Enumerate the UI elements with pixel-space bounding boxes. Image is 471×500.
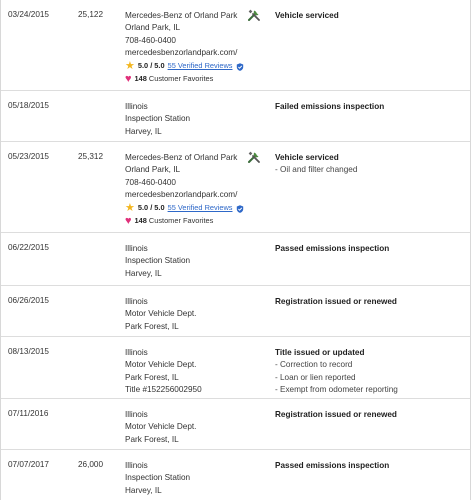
record-comments — [275, 460, 389, 472]
event-title: Registration issued or renewed — [275, 297, 397, 306]
record-mileage: 25,312 — [78, 152, 104, 161]
history-row — [1, 337, 470, 399]
record-date: 08/13/2015 — [8, 347, 49, 356]
source-state: Illinois — [125, 244, 148, 253]
dealer-phone: 708-460-0400 — [125, 35, 176, 45]
event-detail: - Exempt from odometer reporting — [275, 385, 398, 395]
source-state: Illinois — [125, 461, 148, 470]
history-row — [1, 399, 470, 450]
dealer-website: mercedesbenzorlandpark.com/ — [125, 190, 238, 200]
dealer-city: Orland Park, IL — [125, 23, 181, 33]
record-source — [125, 347, 202, 397]
record-date: 03/24/2015 — [8, 10, 49, 19]
record-comments — [275, 347, 398, 397]
source-city: Park Forest, IL — [125, 434, 179, 444]
customer-favorites — [125, 216, 244, 228]
record-source — [125, 152, 244, 228]
event-title: Passed emissions inspection — [275, 244, 390, 253]
rating-value: 5.0 / 5.0 — [137, 203, 165, 213]
heart-icon: ♥ — [125, 215, 132, 228]
title-number: Title #152256002950 — [125, 385, 202, 395]
record-comments — [275, 243, 389, 255]
record-source — [125, 296, 196, 333]
favorites-count: 148 — [134, 216, 147, 226]
dealer-rating — [125, 203, 244, 215]
source-agency: Inspection Station — [125, 256, 191, 266]
source-city: Harvey, IL — [125, 485, 162, 495]
star-icon: ★ — [125, 202, 135, 215]
source-state: Illinois — [125, 297, 148, 306]
record-comments — [275, 10, 339, 22]
tools-icon — [247, 150, 261, 164]
dealer-name: Mercedes-Benz of Orland Park — [125, 153, 238, 162]
record-comments — [275, 409, 397, 421]
verified-reviews-link[interactable]: 55 Verified Reviews — [167, 61, 233, 71]
record-comments — [275, 152, 357, 177]
record-date: 06/26/2015 — [8, 296, 49, 305]
customer-favorites — [125, 74, 244, 86]
favorites-label: Customer Favorites — [148, 216, 214, 226]
event-title: Vehicle serviced — [275, 11, 339, 20]
record-mileage: 26,000 — [78, 460, 104, 469]
event-title: Failed emissions inspection — [275, 102, 385, 111]
source-agency: Motor Vehicle Dept. — [125, 422, 197, 432]
verified-badge-icon — [236, 205, 244, 213]
history-row — [1, 450, 470, 500]
tools-icon — [247, 8, 261, 22]
record-comments — [275, 296, 397, 308]
dealer-website: mercedesbenzorlandpark.com/ — [125, 48, 238, 58]
record-mileage: 25,122 — [78, 10, 104, 19]
record-date: 05/23/2015 — [8, 152, 49, 161]
source-agency: Inspection Station — [125, 114, 191, 124]
source-agency: Inspection Station — [125, 473, 191, 483]
event-title: Vehicle serviced — [275, 153, 339, 162]
history-row — [1, 0, 470, 91]
event-title: Passed emissions inspection — [275, 461, 390, 470]
verified-reviews-link[interactable]: 55 Verified Reviews — [167, 203, 233, 213]
record-source — [125, 101, 190, 138]
dealer-city: Orland Park, IL — [125, 165, 181, 175]
source-agency: Motor Vehicle Dept. — [125, 360, 197, 370]
record-source — [125, 409, 196, 446]
source-state: Illinois — [125, 348, 148, 357]
dealer-rating — [125, 61, 244, 73]
record-date: 07/07/2017 — [8, 460, 49, 469]
history-row — [1, 286, 470, 337]
source-city: Harvey, IL — [125, 268, 162, 278]
event-title: Title issued or updated — [275, 348, 365, 357]
dealer-name: Mercedes-Benz of Orland Park — [125, 11, 238, 20]
source-city: Park Forest, IL — [125, 321, 179, 331]
event-detail: - Oil and filter changed — [275, 165, 358, 175]
favorites-label: Customer Favorites — [148, 74, 214, 84]
record-date: 05/18/2015 — [8, 101, 49, 110]
event-detail: - Correction to record — [275, 360, 353, 370]
record-comments — [275, 101, 384, 113]
event-detail: - Loan or lien reported — [275, 372, 356, 382]
heart-icon: ♥ — [125, 73, 132, 86]
history-row — [1, 91, 470, 142]
favorites-count: 148 — [134, 74, 147, 84]
record-source — [125, 10, 244, 86]
source-agency: Motor Vehicle Dept. — [125, 309, 197, 319]
history-row — [1, 142, 470, 233]
event-title: Registration issued or renewed — [275, 410, 397, 419]
source-city: Park Forest, IL — [125, 372, 179, 382]
record-source — [125, 243, 190, 280]
rating-value: 5.0 / 5.0 — [137, 61, 165, 71]
history-row — [1, 233, 470, 286]
source-state: Illinois — [125, 410, 148, 419]
record-date: 07/11/2016 — [8, 409, 49, 418]
record-date: 06/22/2015 — [8, 243, 49, 252]
source-city: Harvey, IL — [125, 126, 162, 136]
dealer-phone: 708-460-0400 — [125, 177, 176, 187]
verified-badge-icon — [236, 63, 244, 71]
star-icon: ★ — [125, 60, 135, 73]
source-state: Illinois — [125, 102, 148, 111]
record-source — [125, 460, 190, 497]
